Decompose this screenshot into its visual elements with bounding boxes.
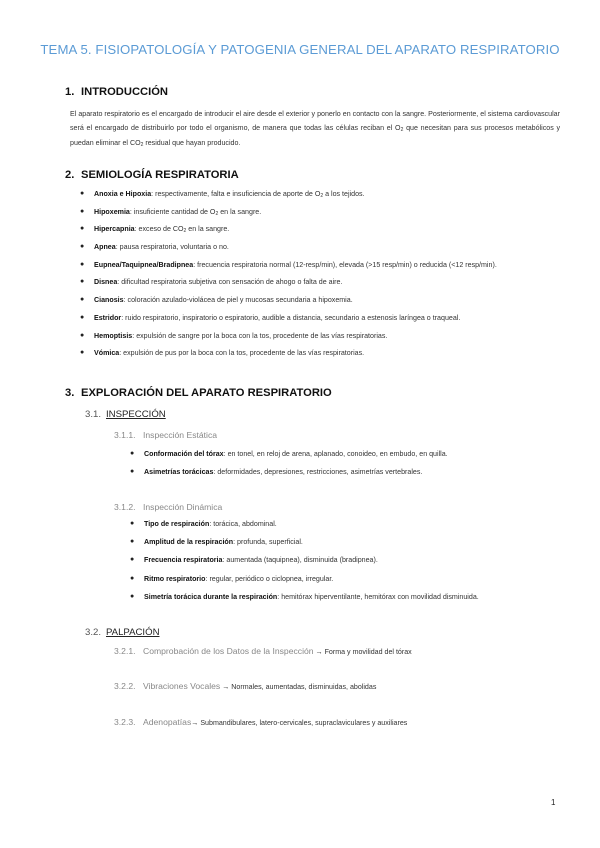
item-term: Asimetrías torácicas (144, 467, 214, 476)
list-item (130, 538, 479, 556)
item-text-after: a los tejidos. (323, 190, 365, 198)
item-text: : hemitórax hiperventilante, hemitórax con movilidad disminuida. (277, 592, 479, 601)
subscript: 2 (215, 210, 219, 217)
subsubsection-number: 3.2.2. (114, 681, 136, 691)
subsubsection-number: 3.1.1. (114, 430, 136, 440)
item-term: Vómica (94, 349, 120, 358)
semiologia-list (80, 190, 497, 367)
bullet-icon: ● (130, 467, 135, 475)
list-item (80, 278, 497, 296)
list-item (130, 575, 479, 593)
item-text: : expulsión de pus por la boca con la tos, procedente de las vías respiratorias. (119, 349, 365, 358)
list-item (130, 593, 479, 611)
item-term: Eupnea/Taquipnea/Bradipnea (94, 260, 194, 269)
section-title: INTRODUCCIÓN (81, 86, 169, 98)
section-number: 2. (65, 169, 75, 181)
page-number: 1 (551, 798, 556, 807)
section-heading-exploracion (65, 387, 332, 399)
list-item (80, 349, 497, 367)
intro-text-3: residual que hayan producido. (143, 139, 241, 147)
subsubsection-heading-dinamica (114, 502, 222, 512)
subsection-heading-palpacion (85, 627, 160, 638)
section-number: 3. (65, 387, 75, 399)
intro-paragraph (70, 108, 560, 153)
item-term: Ritmo respiratorio (144, 574, 206, 583)
bullet-icon: ● (80, 190, 85, 197)
item-text: : coloración azulado-violácea de piel y mucosas secundaria a hipoxemia. (123, 296, 353, 305)
item-text: : torácica, abdominal. (209, 520, 277, 528)
subsubsection-number: 3.1.2. (114, 502, 136, 512)
subsubsection-title: Adenopatías (143, 717, 192, 727)
bullet-icon: ● (80, 296, 85, 304)
list-item (80, 332, 497, 350)
item-text-after: en la sangre. (218, 207, 262, 216)
subscript: 2 (400, 126, 404, 133)
section-title: EXPLORACIÓN DEL APARATO RESPIRATORIO (81, 387, 332, 399)
item-term: Hemoptisis (94, 331, 133, 340)
item-text: : frecuencia respiratoria normal (12-resp/min), elevada (>15 resp/min) o reducida (<12 resp/min). (193, 260, 497, 269)
subsubsection-detail: → Forma y movilidad del tórax (313, 648, 412, 656)
list-item (80, 208, 497, 226)
item-text: : insuficiente cantidad de O (129, 207, 216, 216)
bullet-icon: ● (130, 592, 135, 600)
item-term: Simetría torácica durante la respiración (144, 592, 278, 601)
subsubsection-title: Comprobación de los Datos de la Inspección (143, 646, 314, 656)
item-text-after: en la sangre. (186, 225, 230, 234)
subsubsection-number: 3.2.1. (114, 646, 136, 656)
inspeccion-estatica-list (130, 450, 448, 485)
list-item (80, 314, 497, 332)
list-item (130, 556, 479, 574)
item-term: Apnea (94, 243, 116, 252)
subsubsection-detail: → Normales, aumentadas, disminuidas, abolidas (220, 683, 377, 691)
list-item (80, 261, 497, 279)
section-heading-introduccion (65, 86, 168, 98)
bullet-icon: ● (80, 207, 85, 215)
item-text: : profunda, superficial. (233, 538, 303, 547)
bullet-icon: ● (130, 520, 135, 527)
bullet-icon: ● (130, 538, 135, 546)
subscript: 2 (140, 142, 144, 148)
item-text: : exceso de CO (134, 225, 184, 234)
item-text: : en tonel, en reloj de arena, aplanado, conoideo, en embudo, en quilla. (223, 450, 448, 458)
subsection-title: INSPECCIÓN (106, 409, 166, 420)
item-text: : aumentada (taquipnea), disminuida (bradipnea). (222, 556, 378, 565)
bullet-icon: ● (80, 260, 85, 268)
item-text: : regular, periódico o ciclopnea, irregular. (205, 574, 334, 583)
bullet-icon: ● (130, 450, 135, 457)
subsection-number: 3.2. (85, 627, 102, 638)
subsection-number: 3.1. (85, 409, 102, 420)
item-term: Estridor (94, 313, 122, 322)
bullet-icon: ● (80, 313, 85, 321)
section-title: SEMIOLOGÍA RESPIRATORIA (81, 169, 239, 181)
list-item (80, 296, 497, 314)
bullet-icon: ● (130, 556, 135, 564)
item-text: : ruido respiratorio, inspiratorio o espiratorio, audible a distancia, secundario a estenosis laríngea o traqueal. (121, 313, 461, 322)
item-term: Disnea (94, 278, 118, 287)
item-text: : pausa respiratoria, voluntaria o no. (115, 243, 229, 252)
palpacion-item (114, 717, 407, 727)
list-item (80, 225, 497, 243)
item-text: : expulsión de sangre por la boca con la tos, procedente de las vías respiratorias. (132, 331, 388, 340)
item-term: Tipo de respiración (144, 520, 210, 528)
palpacion-item (114, 681, 376, 691)
section-number: 1. (65, 86, 75, 98)
subsubsection-title: Inspección Dinámica (143, 502, 223, 512)
item-term: Hipoxemia (94, 207, 130, 216)
bullet-icon: ● (80, 331, 85, 339)
bullet-icon: ● (130, 574, 135, 582)
item-text: : respectivamente, falta e insuficiencia de aporte de O (151, 190, 321, 198)
list-item (130, 520, 479, 538)
subscript: 2 (320, 193, 324, 199)
subsubsection-number: 3.2.3. (114, 717, 136, 727)
item-term: Anoxia e Hipoxia (94, 190, 152, 198)
bullet-icon: ● (80, 278, 85, 286)
subsubsection-heading-estatica (114, 430, 217, 440)
intro-text-1: El aparato respiratorio es el encargado de introducir el aire desde el exterior y ponerlo en contacto con la sangre. Posteriormente, el sistema cardiovascular será el encargado de distribuirlo por todo el organismo, de manera que todas las células reciban el O (70, 110, 560, 132)
section-heading-semiologia (65, 169, 239, 181)
item-text: : dificultad respiratoria subjetiva con sensación de ahogo o falta de aire. (117, 278, 343, 287)
subscript: 2 (183, 228, 187, 235)
document-title: TEMA 5. FISIOPATOLOGÍA Y PATOGENIA GENERAL DEL APARATO RESPIRATORIO (40, 42, 560, 57)
bullet-icon: ● (80, 243, 85, 251)
bullet-icon: ● (80, 349, 85, 357)
item-term: Frecuencia respiratoria (144, 556, 223, 565)
subsection-title: PALPACIÓN (106, 627, 160, 638)
item-term: Conformación del tórax (144, 450, 224, 458)
intro-text-2: que necesitan para sus procesos metabólicos y puedan eliminar el CO (70, 123, 561, 147)
bullet-icon: ● (80, 225, 85, 233)
list-item (130, 450, 448, 468)
palpacion-item (114, 646, 412, 656)
subsubsection-title: Vibraciones Vocales (143, 681, 221, 691)
item-term: Cianosis (94, 296, 124, 305)
subsubsection-title: Inspección Estática (143, 430, 218, 440)
item-term: Amplitud de la respiración (144, 538, 234, 547)
list-item (80, 243, 497, 261)
item-term: Hipercapnia (94, 225, 135, 234)
list-item (80, 190, 497, 208)
inspeccion-dinamica-list (130, 520, 479, 611)
list-item (130, 468, 448, 486)
subsubsection-detail: → Submandibulares, latero-cervicales, supraclaviculares y auxiliares (191, 719, 408, 727)
subsection-heading-inspeccion (85, 409, 166, 420)
item-text: : deformidades, depresiones, restricciones, asimetrías vertebrales. (213, 467, 423, 476)
